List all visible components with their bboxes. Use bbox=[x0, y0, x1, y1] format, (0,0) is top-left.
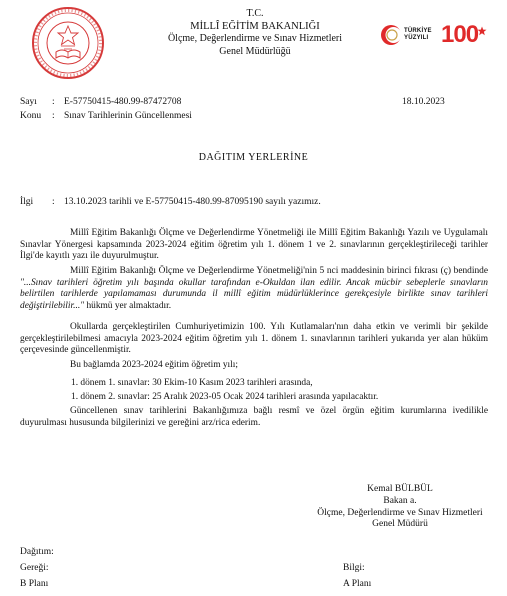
exam-period-1: 1. dönem 1. sınavlar: 30 Ekim-10 Kasım 2023 tarihleri arasında, bbox=[71, 378, 313, 388]
konu-value: Sınav Tarihlerinin Güncellenmesi bbox=[64, 111, 192, 121]
paragraph-2-text bbox=[20, 266, 488, 312]
signatory-name: Kemal BÜLBÜL bbox=[367, 484, 433, 494]
sayi-value: E-57750415-480.99-87472708 bbox=[64, 97, 182, 107]
letterhead-ministry: MİLLÎ EĞİTİM BAKANLIĞI bbox=[190, 20, 320, 32]
paragraph-3 bbox=[20, 322, 488, 357]
ilgi-colon: : bbox=[52, 197, 55, 207]
sayi-row bbox=[20, 96, 181, 108]
paragraph-4 bbox=[20, 360, 488, 372]
turkiye-text: TÜRKİYE bbox=[404, 28, 432, 34]
konu-label: Konu bbox=[20, 111, 42, 121]
exam-period-2: 1. dönem 2. sınavlar: 25 Aralık 2023-05 Ocak 2024 tarihleri arasında yapılacaktır. bbox=[71, 392, 379, 402]
footer-b-plani: B Planı bbox=[20, 579, 49, 589]
paragraph-5-text: Güncellenen sınav tarihlerini Bakanlığımıza bağlı resmî ve özel örgün eğitim kurumlarına ivedilikle duyurulması hususunda bilgilerinizi ve gereğini arz/rica ederim. bbox=[20, 406, 488, 428]
signature-block bbox=[300, 484, 500, 531]
footer-dagitim: Dağıtım: bbox=[20, 547, 54, 557]
signatory-title-2: Ölçme, Değerlendirme ve Sınav Hizmetleri bbox=[317, 507, 483, 518]
crescent-icon bbox=[380, 24, 402, 46]
footer-geregi: Gereği: bbox=[20, 563, 49, 573]
sayi-label: Sayı bbox=[20, 97, 37, 107]
ilgi-row bbox=[20, 196, 321, 208]
footer-a-plani: A Planı bbox=[343, 579, 372, 589]
centennial-100-logo bbox=[441, 20, 487, 50]
ministry-seal-logo bbox=[31, 6, 105, 80]
star-icon bbox=[477, 26, 487, 36]
letterhead bbox=[140, 8, 370, 58]
signatory-title-1: Bakan a. bbox=[383, 495, 417, 506]
konu-row bbox=[20, 110, 192, 122]
ilgi-value: 13.10.2023 tarihli ve E-57750415-480.99-87095190 sayılı yazımız. bbox=[64, 197, 321, 207]
sayi-colon: : bbox=[52, 97, 55, 107]
konu-colon: : bbox=[52, 111, 55, 121]
paragraph-5 bbox=[20, 406, 488, 429]
letterhead-directorate: Ölçme, Değerlendirme ve Sınav Hizmetleri bbox=[167, 33, 343, 44]
paragraph-2-start: Millî Eğitim Bakanlığı Ölçme ve Değerlendirme Yönetmeliği'nin 5 nci maddesinin birinci fıkrası (ç) bendinde bbox=[70, 266, 488, 276]
paragraph-1 bbox=[20, 228, 488, 263]
paragraph-3-text: Okullarda gerçekleştirilen Cumhuriyetimizin 100. Yılı Kutlamaları'nın daha etkin ve verimli bir şekilde gerçekleştirilebilmesi amacıyla 2023-2024 eğitim öğretim yılı 1. dönem 1. sınavlarının tarihleri yukarıda yer alan hüküm çerçevesinde güncellenmiştir. bbox=[20, 322, 488, 356]
paragraph-2-quote: "...Sınav tarihleri öğretim yılı başında okullar tarafından e-Okuldan ilan edilir. Ancak mücbir sebeplerle sınavların belirtilen tarihlerde yapılamaması durumunda il millî eğitim müdürlüklerince gerekçesiyle birlikte sınav tarihleri değiştirilebilir..." bbox=[20, 277, 488, 311]
paragraph-2 bbox=[20, 266, 488, 312]
hundred-text: 100 bbox=[441, 21, 479, 48]
document-date: 18.10.2023 bbox=[402, 97, 445, 107]
signatory-title-3: Genel Müdürü bbox=[372, 519, 428, 530]
footer-bilgi: Bilgi: bbox=[343, 563, 365, 573]
paragraph-1-text: Millî Eğitim Bakanlığı Ölçme ve Değerlendirme Yönetmeliği ile Millî Eğitim Bakanlığı Yazılı ve Uygulamalı Sınavlar Yönergesi kapsamında 2023-2024 eğitim öğretim yılı 1. dönem 1 ve 2. sınavlarının gerçekleştirileceği tarihler İlgi'de kayıtlı yazı ile duyurulmuştur. bbox=[20, 228, 488, 262]
paragraph-4-text: Bu bağlamda 2023-2024 eğitim öğretim yılı; bbox=[70, 360, 238, 370]
paragraph-2-end: hükmü yer almaktadır. bbox=[84, 300, 172, 311]
letterhead-general: Genel Müdürlüğü bbox=[219, 45, 291, 57]
distribution-title: DAĞITIM YERLERİNE bbox=[198, 152, 309, 163]
turkiye-yuzyili-logo bbox=[380, 22, 438, 48]
letterhead-tc: T.C. bbox=[246, 8, 264, 19]
ilgi-label: İlgi bbox=[20, 197, 34, 207]
yuzyili-text: YÜZYILI bbox=[404, 35, 429, 41]
